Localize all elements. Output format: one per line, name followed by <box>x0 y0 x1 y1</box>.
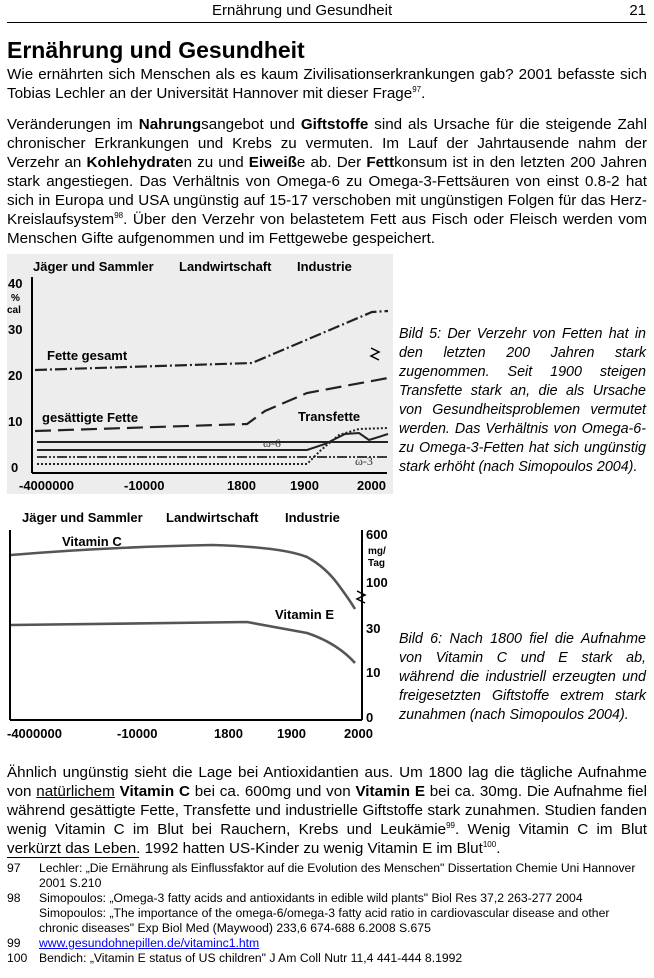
text: . <box>496 840 501 857</box>
unit-tag: Tag <box>368 558 386 569</box>
text: bei ca. 600mg und von <box>189 783 356 800</box>
figure-5-caption: Bild 5: Der Verzehr von Fetten hat in den letzten 200 Jahren stark zugenommen. Seit 1900 steigen Transfette stark an, die als Ursache von Gesundheitsproblemen vermutet werden. Das Verhältnis von Omega-6- zu Omega-3-Fetten hat sich ungünstig stark erhöht (nach Simopoulos 2004). <box>399 326 646 475</box>
era-label-industry: Industrie <box>285 510 340 525</box>
intro-text: Wie ernährten sich Menschen als es kaum Zivilisationserkrankungen gab? 2001 befasste sich Tobias Lechler an der Universität Hannover mit dieser Frage <box>7 66 647 102</box>
x-tick-2000: 2000 <box>357 478 386 493</box>
y-tick-30: 30 <box>8 322 23 337</box>
label-omega-3: ω-3 <box>355 454 373 468</box>
bold-term: Giftstoffe <box>300 116 369 133</box>
era-label-agriculture: Landwirtschaft <box>166 510 259 525</box>
fat-intake-chart <box>7 254 393 494</box>
series-vitamin-c <box>11 545 355 609</box>
label-vitamin-e: Vitamin E <box>275 607 335 622</box>
running-header <box>0 2 654 22</box>
era-label-agriculture: Landwirtschaft <box>179 259 272 274</box>
unit-cal: cal <box>7 305 21 316</box>
header-rule <box>7 22 647 23</box>
axis-break-icon <box>357 591 365 603</box>
intro-paragraph <box>7 65 647 103</box>
footnote-number: 99 <box>7 936 21 950</box>
footnote-text: Bendich: „Vitamin E status of US children" J Am Coll Nutr 11,4 441-444 8.1992 <box>39 951 463 965</box>
label-fette-gesamt: Fette gesamt <box>47 348 128 363</box>
text: . Wenig Vitamin C im Blut verkürzt das Leben. 1992 hatten US-Kinder zu wenig Vitamin E im Blut <box>7 821 647 857</box>
text: Ähnlich ungünstig sieht die Lage bei Antioxidantien aus. Um 1800 lag die tägliche Aufnahme von <box>7 764 647 800</box>
label-gesaettigte-fette: gesättigte Fette <box>42 410 139 425</box>
footnote-rule <box>7 857 139 858</box>
x-tick-minus-4000000: -4000000 <box>7 726 62 741</box>
era-label-hunter-gatherer: Jäger und Sammler <box>22 510 143 525</box>
x-tick-1900: 1900 <box>277 726 306 741</box>
series-vitamin-e <box>11 622 355 663</box>
footnote-97 <box>7 861 647 891</box>
page-title: Ernährung und Gesundheit <box>7 37 305 63</box>
y-tick-20: 20 <box>8 368 23 383</box>
y-tick-10: 10 <box>8 414 23 429</box>
y-tick-10: 10 <box>366 665 381 680</box>
footnote-99 <box>7 936 647 951</box>
y-tick-0: 0 <box>366 710 374 725</box>
label-transfette: Transfette <box>298 409 361 424</box>
text: sangebot und <box>201 116 301 133</box>
bold-term: Vitamin C <box>119 783 190 800</box>
antioxidant-paragraph <box>7 763 647 858</box>
footnote-text: Lechler: „Die Ernährung als Einflussfaktor auf die Evolution des Menschen" Dissertation Chemie Uni Hannover 2001 S.210 <box>39 861 636 890</box>
footnote-100 <box>7 951 647 966</box>
footnotes <box>7 861 647 966</box>
footnote-ref-97[interactable]: 97 <box>412 85 422 94</box>
footnote-ref-100[interactable]: 100 <box>482 840 497 849</box>
vitamin-intake-chart <box>7 505 393 745</box>
footnote-number: 98 <box>7 891 21 905</box>
x-tick-minus-10000: -10000 <box>117 726 158 741</box>
text: e ab. Der <box>296 154 367 171</box>
y-tick-40: 40 <box>8 276 23 291</box>
x-tick-2000: 2000 <box>344 726 373 741</box>
footnote-98 <box>7 891 647 936</box>
text: konsum ist in den letzten 200 Jahren stark angestiegen. Das Verhältnis von Omega-6 zu Omega-3-Fettsäuren von einst 0.8-2 hat sich in Europa und USA ungünstig auf 15-17 verschoben mit ungünstigen Folgen für das Herz-Kreislaufsystem <box>7 154 647 228</box>
fat-paragraph <box>7 115 647 248</box>
label-omega-6: ω-6 <box>263 436 281 450</box>
running-header-title: Ernährung und Gesundheit <box>212 2 393 19</box>
x-tick-1800: 1800 <box>227 478 256 493</box>
x-tick-1900: 1900 <box>290 478 319 493</box>
bold-term: Nahrung <box>138 116 202 133</box>
footnote-text: Simopoulos: „Omega-3 fatty acids and antioxidants in edible wild plants" Biol Res 37,2 263-277 2004 <box>39 891 583 905</box>
era-label-industry: Industrie <box>297 259 352 274</box>
page-number: 21 <box>629 2 646 19</box>
footnote-ref-99[interactable]: 99 <box>446 821 455 830</box>
y-tick-30: 30 <box>366 621 381 636</box>
y-tick-600: 600 <box>366 527 388 542</box>
bold-term: Fett <box>366 154 395 171</box>
footnote-number: 100 <box>7 951 28 965</box>
bold-term: Kohlehydrate <box>86 154 184 171</box>
x-tick-minus-4000000: -4000000 <box>19 478 74 493</box>
underlined-term: natürlichem <box>36 783 115 800</box>
unit-mg: mg/ <box>368 546 386 557</box>
text: sind als Ursache für die steigende Zahl chronischer Erkrankungen und Krebs zu vermuten. Im Lauf der Jahrtausende nahm der Verzehr an <box>7 116 647 171</box>
y-tick-0: 0 <box>11 460 19 475</box>
bold-term: Vitamin E <box>355 783 425 800</box>
intro-end: . <box>421 85 426 102</box>
label-vitamin-c: Vitamin C <box>62 534 122 549</box>
footnote-ref-98[interactable]: 98 <box>114 211 124 220</box>
footnote-number: 97 <box>7 861 21 875</box>
text: Veränderungen im <box>7 116 139 133</box>
y-tick-100: 100 <box>366 575 388 590</box>
text: n zu und <box>183 154 249 171</box>
x-tick-1800: 1800 <box>214 726 243 741</box>
figure-6-caption: Bild 6: Nach 1800 fiel die Aufnahme von Vitamin C und E stark ab, während die industriell erzeugten und freigesetzten Giftstoffe extrem stark zunahmen (nach Simopoulos 2004). <box>399 631 646 723</box>
text: . Über den Verzehr von belastetem Fett aus Fisch oder Fleisch werden vom Menschen Gifte aufgenommen und im Fettgewebe gespeichert. <box>7 211 647 247</box>
footnote-link[interactable]: www.gesundohnepillen.de/vitaminc1.htm <box>39 936 260 950</box>
footnote-text: Simopoulos: „The importance of the omega-6/omega-3 fatty acid ratio in cardiovascular disease and other chronic diseases" Exp Biol Med (Maywood) 233,6 674-688 6.2008 S.675 <box>39 906 610 935</box>
chart-background <box>7 254 393 494</box>
x-tick-minus-10000: -10000 <box>124 478 165 493</box>
bold-term: Eiweiß <box>248 154 297 171</box>
unit-percent: % <box>11 293 20 304</box>
era-label-hunter-gatherer: Jäger und Sammler <box>33 259 154 274</box>
text: bei ca. 30mg. Die Aufnahme fiel während gesättigte Fette, Transfette und industrielle Giftstoffe stark zunahmen. Studien fanden wenig Vitamin C im Blut bei Rauchern, Krebs und Leukämie <box>7 783 647 838</box>
